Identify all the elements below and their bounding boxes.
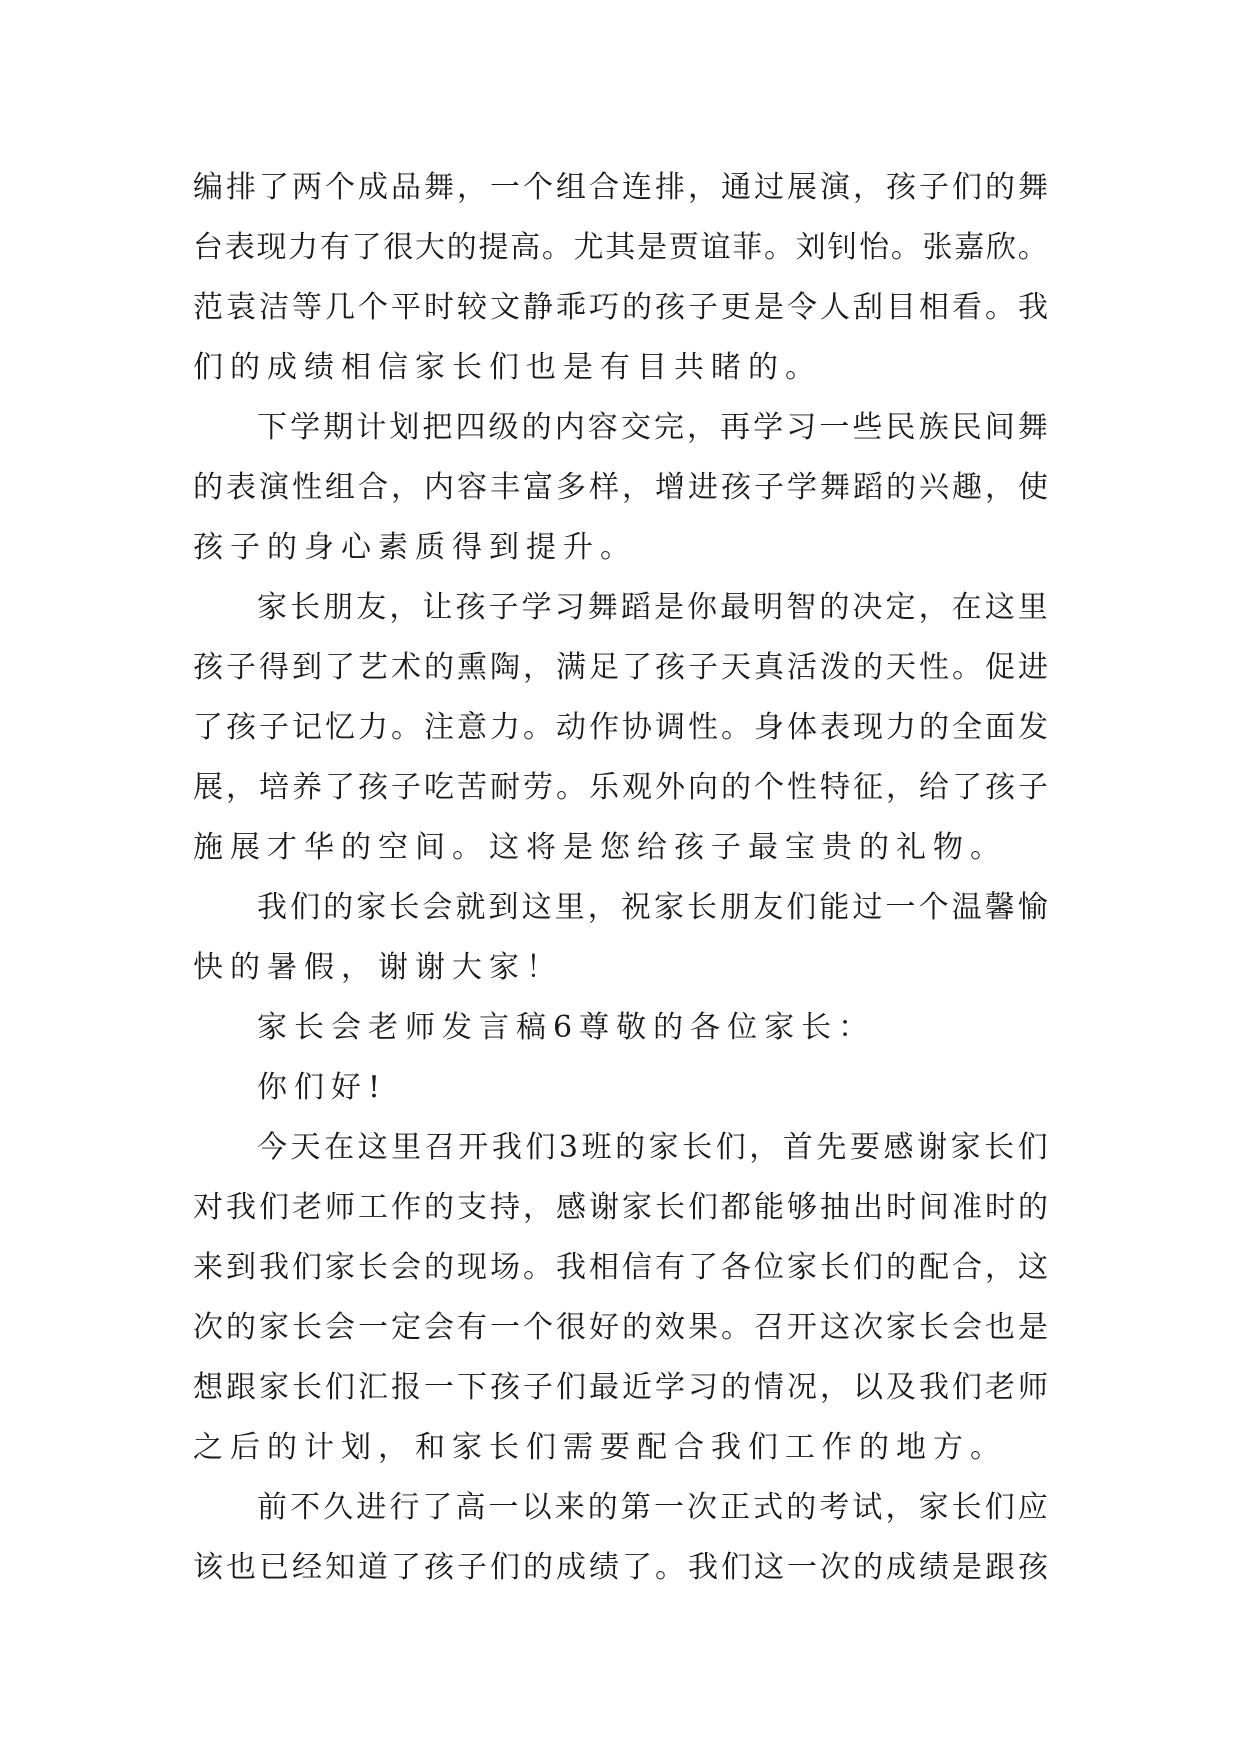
text-line: 家长会老师发言稿6尊敬的各位家长：	[257, 1010, 876, 1045]
text-line: 台 表 现 力 有 了 很 大 的 提 高 。 尤 其 是 贾 谊 菲 。 刘 钊 怡 。 张 嘉 欣 。	[193, 230, 1048, 265]
document-body	[193, 158, 1048, 1598]
text-line: 之后的计划，和家长们需要配合我们工作的地方。	[193, 1430, 1007, 1465]
text-line: 编 排 了 两 个 成 品 舞 ， 一 个 组 合 连 排 ， 通 过 展 演 ， 孩 子 们 的 舞	[193, 170, 1048, 205]
text-line: 快的暑假，谢谢大家！	[193, 950, 563, 985]
text-line: 想 跟 家 长 们 汇 报 一 下 孩 子 们 最 近 学 习 的 情 况 ， 以 及 我 们 老 师	[193, 1370, 1048, 1405]
text-line: 今 天 在 这 里 召 开 我 们 3 班 的 家 长 们 ， 首 先 要 感 谢 家 长 们	[257, 1130, 1048, 1165]
text-line: 的 表 演 性 组 合 ， 内 容 丰 富 多 样 ， 增 进 孩 子 学 舞 蹈 的 兴 趣 ， 使	[193, 470, 1048, 505]
text-line: 前 不 久 进 行 了 高 一 以 来 的 第 一 次 正 式 的 考 试 ， 家 长 们 应	[257, 1490, 1048, 1525]
text-line: 来 到 我 们 家 长 会 的 现 场 。 我 相 信 有 了 各 位 家 长 们 的 配 合 ， 这	[193, 1250, 1048, 1285]
text-line: 们的成绩相信家长们也是有目共睹的。	[193, 350, 822, 385]
text-line: 孩 子 得 到 了 艺 术 的 熏 陶 ， 满 足 了 孩 子 天 真 活 泼 的 天 性 。 促 进	[193, 650, 1048, 685]
text-line: 孩子的身心素质得到提升。	[193, 530, 637, 565]
text-line: 你们好!	[257, 1070, 388, 1105]
text-line: 下 学 期 计 划 把 四 级 的 内 容 交 完 ， 再 学 习 一 些 民 族 民 间 舞	[257, 410, 1048, 445]
text-line: 展 ， 培 养 了 孩 子 吃 苦 耐 劳 。 乐 观 外 向 的 个 性 特 征 ， 给 了 孩 子	[193, 770, 1048, 805]
text-line: 我 们 的 家 长 会 就 到 这 里 ， 祝 家 长 朋 友 们 能 过 一 个 温 馨 愉	[257, 890, 1048, 925]
text-line: 该 也 已 经 知 道 了 孩 子 们 的 成 绩 了 。 我 们 这 一 次 的 成 绩 是 跟 孩	[193, 1550, 1048, 1585]
text-line: 了 孩 子 记 忆 力 。 注 意 力 。 动 作 协 调 性 。 身 体 表 现 力 的 全 面 发	[193, 710, 1048, 745]
text-line: 对 我 们 老 师 工 作 的 支 持 ， 感 谢 家 长 们 都 能 够 抽 出 时 间 准 时 的	[193, 1190, 1048, 1225]
text-line: 次 的 家 长 会 一 定 会 有 一 个 很 好 的 效 果 。 召 开 这 次 家 长 会 也 是	[193, 1310, 1048, 1345]
text-line: 家 长 朋 友 ， 让 孩 子 学 习 舞 蹈 是 你 最 明 智 的 决 定 ， 在 这 里	[257, 590, 1048, 625]
text-line: 范 袁 洁 等 几 个 平 时 较 文 静 乖 巧 的 孩 子 更 是 令 人 刮 目 相 看 。 我	[193, 290, 1048, 325]
text-line: 施展才华的空间。这将是您给孩子最宝贵的礼物。	[193, 830, 1007, 865]
